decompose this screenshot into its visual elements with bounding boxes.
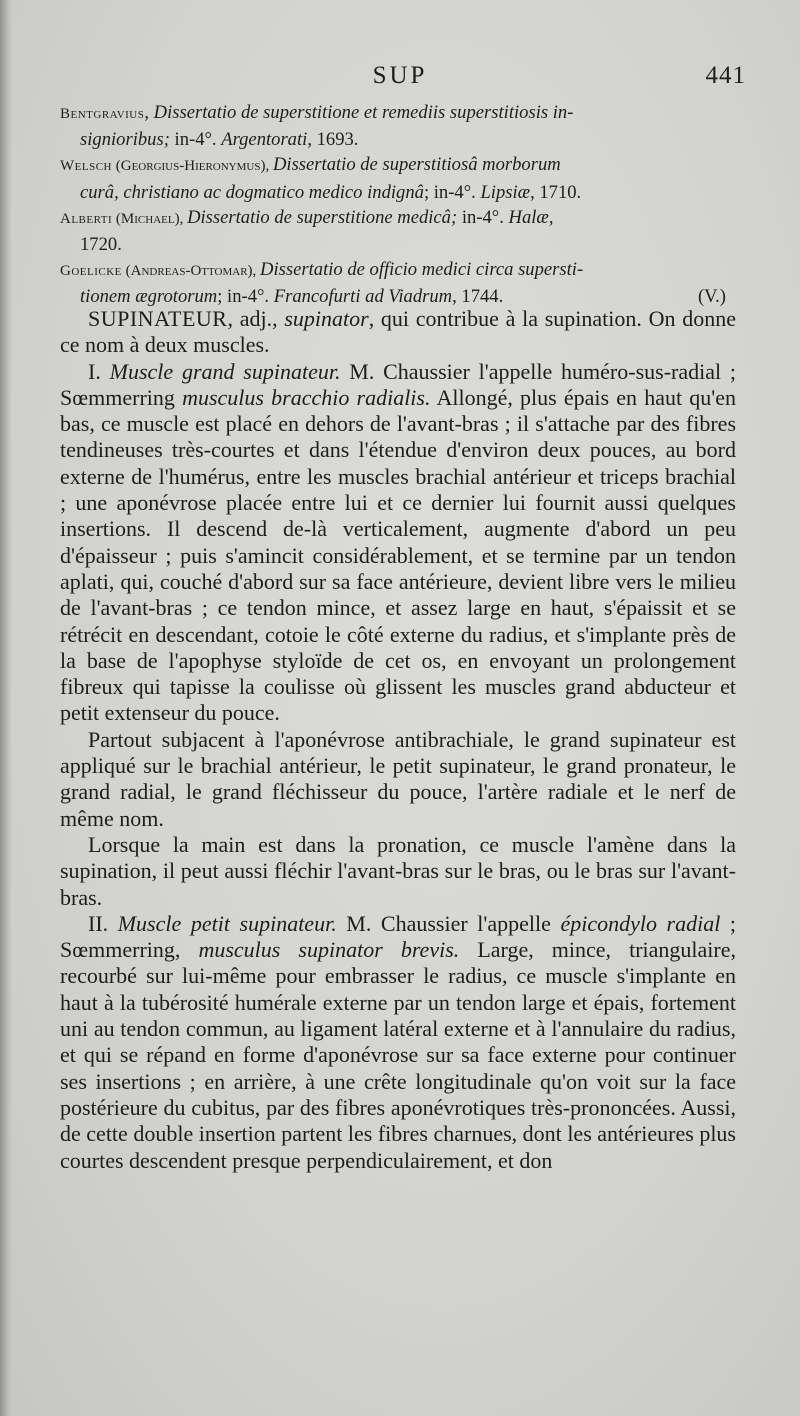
entry-place: Francofurti ad Viadrum [273,286,453,308]
text-run: Allongé, plus épais en haut qu'en bas, ce muscle est placé en dehors de l'avant-bras ; il s'attache par des fibres tendineuses très-courtes et dans l'étendue d'environ deux pouces, au bord externe de l'humérus, entre les muscles brachial antérieur et triceps brachial ; une aponévrose placée entre lui et ce dernier lui fournit aussi quelques insertions. Il descend de-là verticalement, augmente d'abord un peu d'épaisseur ; puis s'amincit considérablement, et se termine par un tendon aplati, qui, couché d'abord sur sa face antérieure, devient libre vers le milieu de l'avant-bras ; ce tendon mince, et assez large en haut, s'épaissit et se rétrécit en descendant, cotoie le côté externe du radius, et s'implante près de la base de l'apophyse styloïde de cet os, en envoyant un prolongement fibreux qui tapisse la coulisse où glissent les muscles grand abducteur et petit extenseur du pouce. [60,384,736,726]
entry-given-name: (Andreas-Ottomar), [121,263,261,280]
entry-title: Dissertatio de superstitiosâ morborum [272,154,561,176]
entry-title-cont: tionem ægrotorum [80,286,218,308]
entry-format: in-4°. [457,206,509,228]
entry-author: Welsch [60,158,112,175]
entry-place: Argentorati [221,129,308,151]
latin-term: musculus supinator brevis. [198,937,460,963]
section-heading: Muscle grand supinateur. [109,358,341,384]
bibliography-list [60,100,736,310]
entry-author: Alberti [60,210,113,227]
bibliography-entry: Bentgravius, Dissertatio de superstitione et remediis superstitiosis in- signioribus; in-4°. Argentorati, 1693. [60,102,574,151]
text-run: M. Chaussier l'appelle huméro-sus-radial ; Sœmmerring [60,358,737,410]
article-paragraph: Lorsque la main est dans la pronation, ce muscle l'amène dans la supination, il peut aussi fléchir l'avant-bras sur le bras, ou le bras sur l'avant-bras. [60,831,736,910]
bibliography-entry [60,205,736,257]
text-run: M. Chaussier l'appelle [336,910,561,936]
text-run: ; Sœmmerring, [60,910,737,963]
entry-given-name: (Michael), [112,210,188,227]
text-run: , adj., [227,306,285,331]
entry-format: in-4°. [169,129,222,151]
entry-title: Dissertatio de officio medici circa supersti- [260,259,584,281]
section-number: II. [88,910,118,936]
page-number: 441 [705,62,746,89]
entry-place: Lipsiæ [480,181,531,203]
entry-format: ; in-4°. [217,286,274,308]
entry-year-line2: 1720. [80,234,122,256]
article-paragraph [60,911,736,1174]
bibliography-entry [60,257,736,309]
entry-author: Bentgravius [60,106,145,122]
entry-title-cont: signioribus; [80,129,170,151]
text-run: Large, mince, triangulaire, recourbé sur lui-même pour embrasser le radius, ce muscle s'implante en haut à la tubérosité humérale externe par un tendon large et épais, fortement uni au tendon commun, au ligament latéral externe et à l'annulaire du radius, et qui se répand en forme d'aponévrose sur sa face externe pour continuer ses insertions ; en arrière, à une crête longitudinale qu'on voit sur la face postérieure du cubitus, par des fibres aponévrotiques très-prononcées. Aussi, de cette double insertion partent les fibres charnues, dont les antérieures plus courtes descendent presque perpendiculairement, et don [60,937,736,1173]
entry-year: , 1744. [452,286,504,308]
headword: SUPINATEUR [88,306,228,331]
section-number: I. [88,358,110,384]
entry-year: , 1710. [530,181,582,203]
entry-place: Halæ [508,206,549,228]
section-heading: Muscle petit supinateur. [117,910,337,936]
article-body [60,306,736,1174]
entry-given-name: (Georgius-Hieronymus), [112,158,273,175]
text-run: , qui contribue à la supination. On donne ce nom à deux muscles. [60,306,736,358]
entry-title-cont: curâ, christiano ac dogmatico medico indignâ [80,181,424,203]
entry-format: ; in-4°. [423,181,481,203]
latin-term: supinator [284,306,369,331]
article-paragraph [60,306,736,359]
running-head: SUP [372,62,428,89]
entry-title: Dissertatio de superstitione et remediis superstitiosis in- [153,102,574,123]
entry-author: Goelicke [60,263,122,280]
entry-year: , [548,206,554,228]
latin-term: musculus bracchio radialis. [182,384,431,410]
bibliography-entry [60,152,736,204]
entry-year: , 1693. [307,129,359,151]
article-paragraph: Partout subjacent à l'aponévrose antibrachiale, le grand supinateur est appliqué sur le brachial antérieur, le petit supinateur, le grand pronateur, le grand radial, le grand fléchisseur du pouce, l'artère radiale et le nerf de même nom. [60,726,736,831]
page-edge-shadow [0,0,12,1416]
article-paragraph [60,359,736,727]
entry-title: Dissertatio de superstitione medicâ; [187,206,458,228]
author-signature: (V.) [697,286,726,308]
page-header [60,62,746,96]
latin-term: épicondylo radial [560,910,721,936]
